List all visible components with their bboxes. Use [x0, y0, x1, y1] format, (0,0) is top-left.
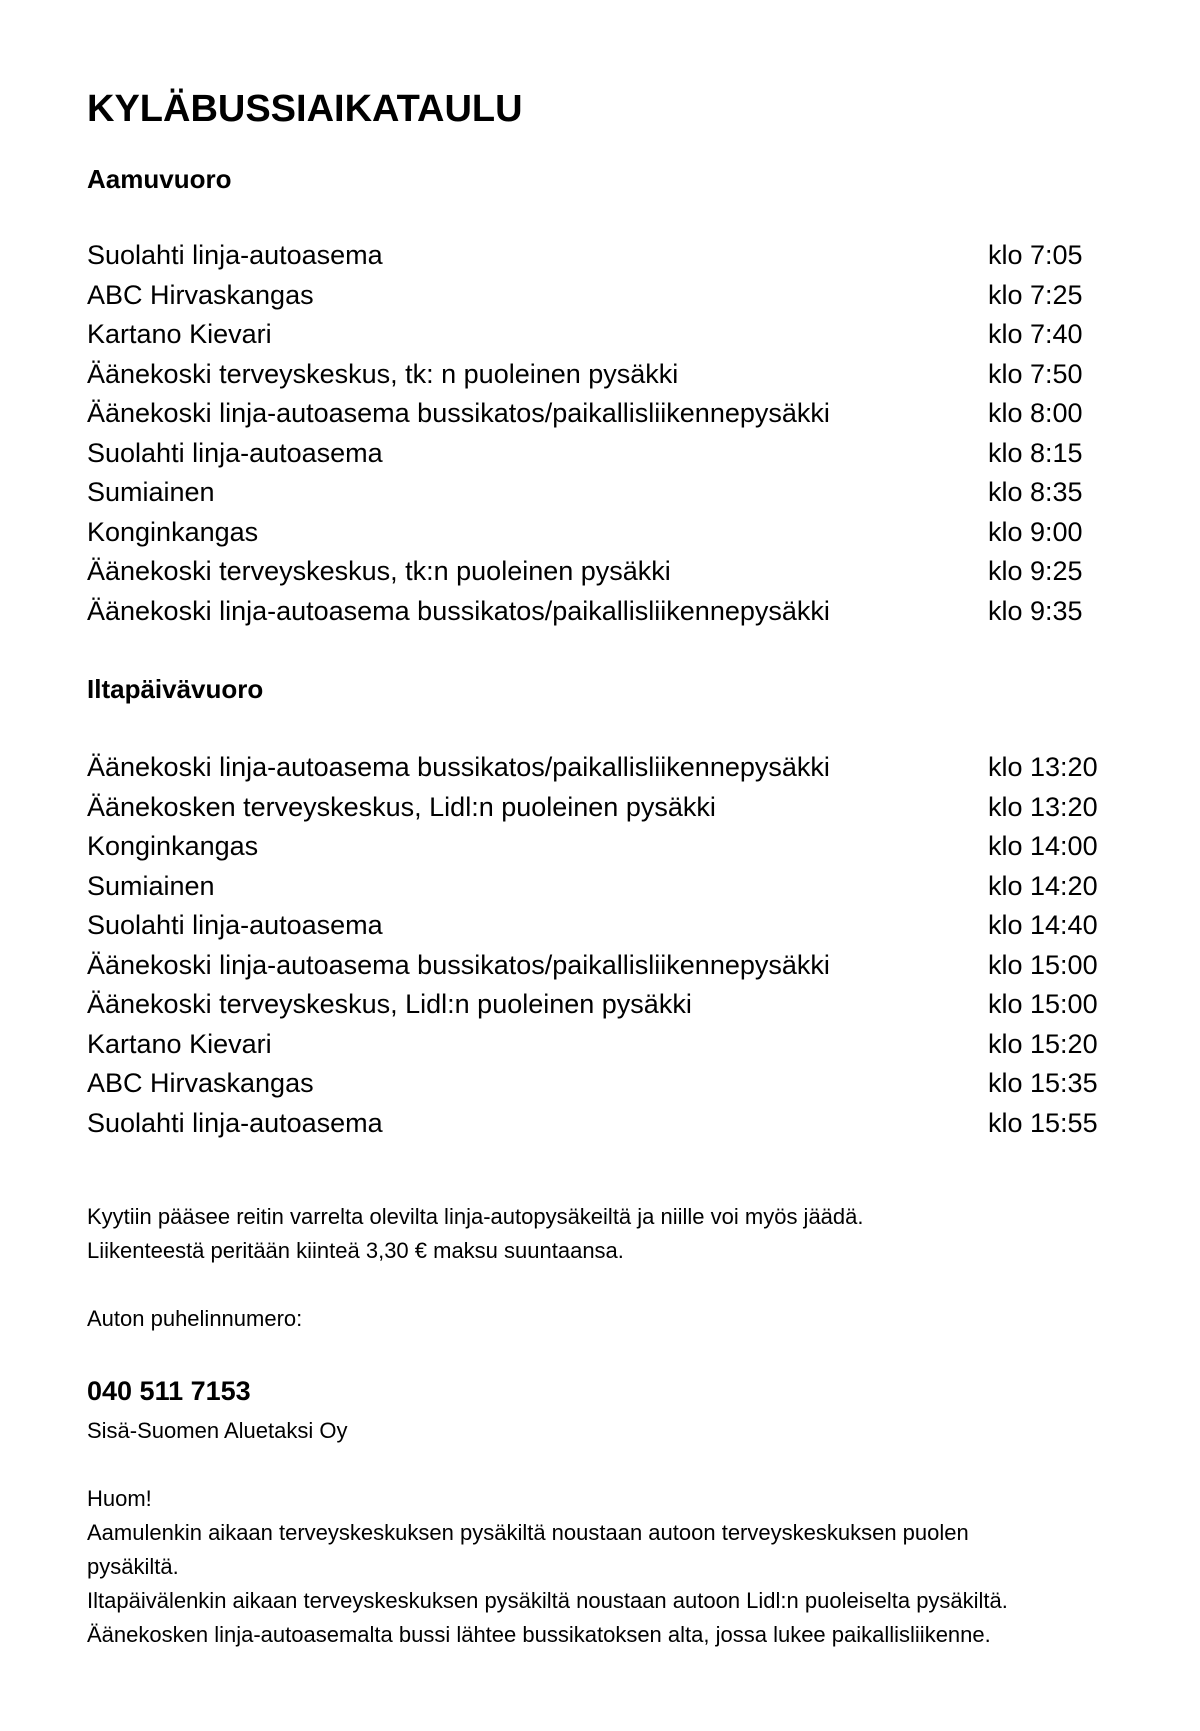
schedule-row [87, 910, 1147, 950]
notice-line: Aamulenkin aikaan terveyskeskuksen pysäkiltä noustaan autoon terveyskeskuksen puolen [87, 1520, 969, 1545]
schedule-row [87, 398, 1147, 438]
departure-time: klo 7:40 [988, 319, 1083, 349]
schedule-row [87, 319, 1147, 359]
afternoon-schedule [87, 752, 1147, 1147]
stop-name: Suolahti linja-autoasema [87, 910, 383, 940]
departure-time: klo 15:00 [988, 989, 1098, 1019]
departure-time: klo 9:25 [988, 556, 1083, 586]
departure-time: klo 15:00 [988, 949, 1098, 980]
schedule-row [87, 1029, 1147, 1069]
stop-name: ABC Hirvaskangas [87, 1068, 314, 1098]
schedule-row [87, 950, 1147, 990]
stop-name: Konginkangas [87, 831, 259, 861]
stop-name: Suolahti linja-autoasema [87, 1107, 383, 1138]
stop-name: Suolahti linja-autoasema [87, 240, 383, 270]
schedule-row [87, 240, 1147, 280]
departure-time: klo 9:35 [988, 595, 1083, 626]
notice-line: pysäkiltä. [87, 1554, 179, 1579]
notice-line: Äänekosken linja-autoasemalta bussi lähtee bussikatoksen alta, jossa lukee paikallisliikenne. [87, 1622, 991, 1647]
departure-time: klo 15:35 [988, 1068, 1098, 1098]
departure-time: klo 8:15 [988, 437, 1083, 468]
stop-name: Äänekoski linja-autoasema bussikatos/paikallisliikennepysäkki [87, 595, 830, 626]
stop-name: ABC Hirvaskangas [87, 279, 314, 310]
stop-name: Äänekoski terveyskeskus, tk: n puoleinen pysäkki [87, 358, 679, 389]
stop-name: Äänekoski linja-autoasema bussikatos/paikallisliikennepysäkki [87, 398, 830, 428]
departure-time: klo 7:25 [988, 279, 1083, 310]
stop-name: Äänekoski linja-autoasema bussikatos/paikallisliikennepysäkki [87, 752, 830, 782]
departure-time: klo 7:05 [988, 240, 1083, 270]
schedule-row [87, 359, 1147, 399]
stop-name: Kartano Kievari [87, 319, 272, 349]
schedule-row [87, 989, 1147, 1029]
stop-name: Kartano Kievari [87, 1028, 272, 1059]
schedule-row [87, 477, 1147, 517]
stop-name: Äänekoski linja-autoasema bussikatos/paikallisliikennepysäkki [87, 949, 830, 980]
schedule-row [87, 438, 1147, 478]
schedule-row [87, 752, 1147, 792]
boarding-info: Kyytiin pääsee reitin varrelta olevilta linja-autopysäkeiltä ja niille voi myös jäädä. [87, 1204, 864, 1229]
departure-time: klo 13:20 [988, 752, 1098, 782]
stop-name: Äänekoski terveyskeskus, Lidl:n puoleinen pysäkki [87, 989, 692, 1019]
morning-heading: Aamuvuoro [87, 164, 232, 194]
schedule-row [87, 792, 1147, 832]
stop-name: Sumiainen [87, 477, 215, 507]
stop-name: Äänekosken terveyskeskus, Lidl:n puoleinen pysäkki [87, 791, 716, 822]
morning-schedule [87, 240, 1147, 635]
stop-name: Äänekoski terveyskeskus, tk:n puoleinen pysäkki [87, 556, 671, 586]
page-title: KYLÄBUSSIAIKATAULU [87, 88, 523, 130]
company-name: Sisä-Suomen Aluetaksi Oy [87, 1418, 348, 1443]
departure-time: klo 14:40 [988, 910, 1098, 940]
notice-line: Iltapäivälenkin aikaan terveyskeskuksen pysäkiltä noustaan autoon Lidl:n puoleiselta pysäkiltä. [87, 1588, 1008, 1613]
schedule-row [87, 596, 1147, 636]
fare-info: Liikenteestä peritään kiinteä 3,30 € maksu suuntaansa. [87, 1238, 624, 1263]
stop-name: Sumiainen [87, 870, 215, 901]
afternoon-heading: Iltapäivävuoro [87, 674, 264, 704]
departure-time: klo 9:00 [988, 516, 1083, 547]
phone-number: 040 511 7153 [87, 1376, 251, 1406]
phone-label: Auton puhelinnumero: [87, 1306, 303, 1331]
schedule-row [87, 280, 1147, 320]
departure-time: klo 13:20 [988, 791, 1098, 822]
stop-name: Suolahti linja-autoasema [87, 437, 383, 468]
schedule-row [87, 1108, 1147, 1148]
departure-time: klo 15:20 [988, 1028, 1098, 1059]
departure-time: klo 15:55 [988, 1107, 1098, 1138]
schedule-row [87, 1068, 1147, 1108]
schedule-row [87, 556, 1147, 596]
notice-heading: Huom! [87, 1486, 152, 1511]
departure-time: klo 8:00 [988, 398, 1083, 428]
departure-time: klo 14:20 [988, 870, 1098, 901]
departure-time: klo 8:35 [988, 477, 1083, 507]
stop-name: Konginkangas [87, 516, 259, 547]
schedule-row [87, 831, 1147, 871]
schedule-row [87, 517, 1147, 557]
departure-time: klo 7:50 [988, 358, 1083, 389]
schedule-row [87, 871, 1147, 911]
departure-time: klo 14:00 [988, 831, 1098, 861]
